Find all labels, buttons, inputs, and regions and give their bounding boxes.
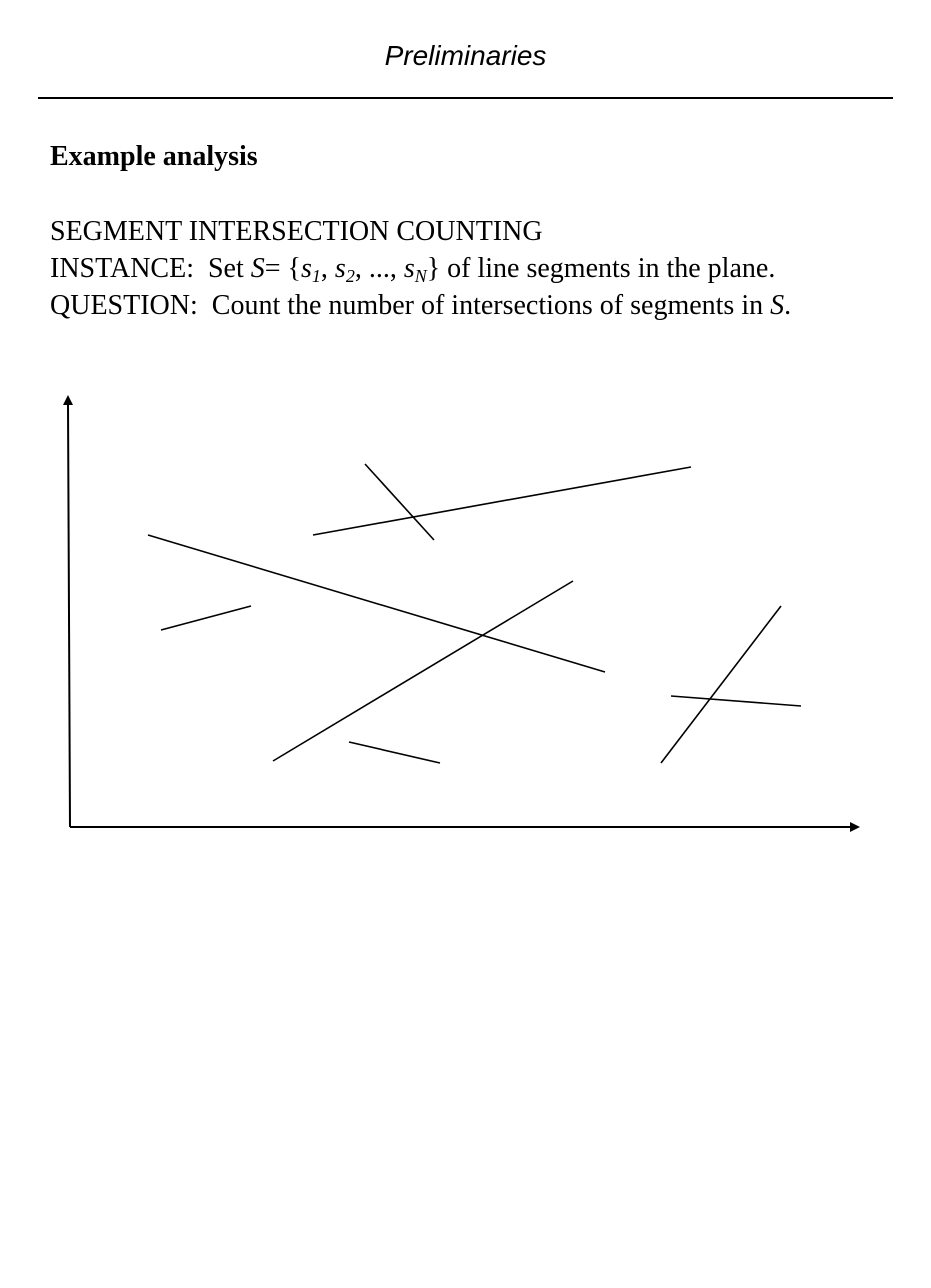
line-segment bbox=[349, 742, 440, 763]
axes bbox=[68, 404, 851, 827]
s2-var: s bbox=[334, 253, 346, 284]
s1-var: s bbox=[301, 253, 312, 284]
page-header-title: Preliminaries bbox=[384, 40, 547, 71]
sN-subscript: N bbox=[414, 266, 427, 286]
instance-post-text: } of line segments in the plane. bbox=[426, 253, 776, 284]
sN-var: s bbox=[403, 253, 415, 284]
ellipsis: , ..., bbox=[354, 253, 404, 284]
line-segment bbox=[671, 696, 801, 706]
line-segment bbox=[273, 581, 573, 761]
question-text: Count the number of intersections of segments in bbox=[211, 290, 764, 321]
instance-label: INSTANCE: bbox=[50, 253, 194, 284]
s2-subscript: 2 bbox=[345, 266, 355, 286]
problem-name: SEGMENT INTERSECTION COUNTING bbox=[50, 216, 543, 247]
set-variable: S bbox=[250, 253, 265, 284]
line-segment bbox=[661, 606, 781, 763]
line-segment bbox=[365, 464, 434, 540]
s1-subscript: 1 bbox=[311, 266, 321, 286]
equals-brace: = { bbox=[264, 253, 301, 284]
section-heading: Example analysis bbox=[50, 141, 258, 172]
instance-pre-text: Set bbox=[207, 253, 244, 284]
comma: , bbox=[320, 253, 335, 284]
question-label: QUESTION: bbox=[50, 290, 198, 321]
line-segment bbox=[313, 467, 691, 535]
segments bbox=[148, 464, 801, 763]
y-axis-arrow bbox=[68, 404, 70, 827]
question-period: . bbox=[784, 290, 792, 321]
line-segment bbox=[161, 606, 251, 630]
question-set-variable: S bbox=[770, 290, 785, 321]
